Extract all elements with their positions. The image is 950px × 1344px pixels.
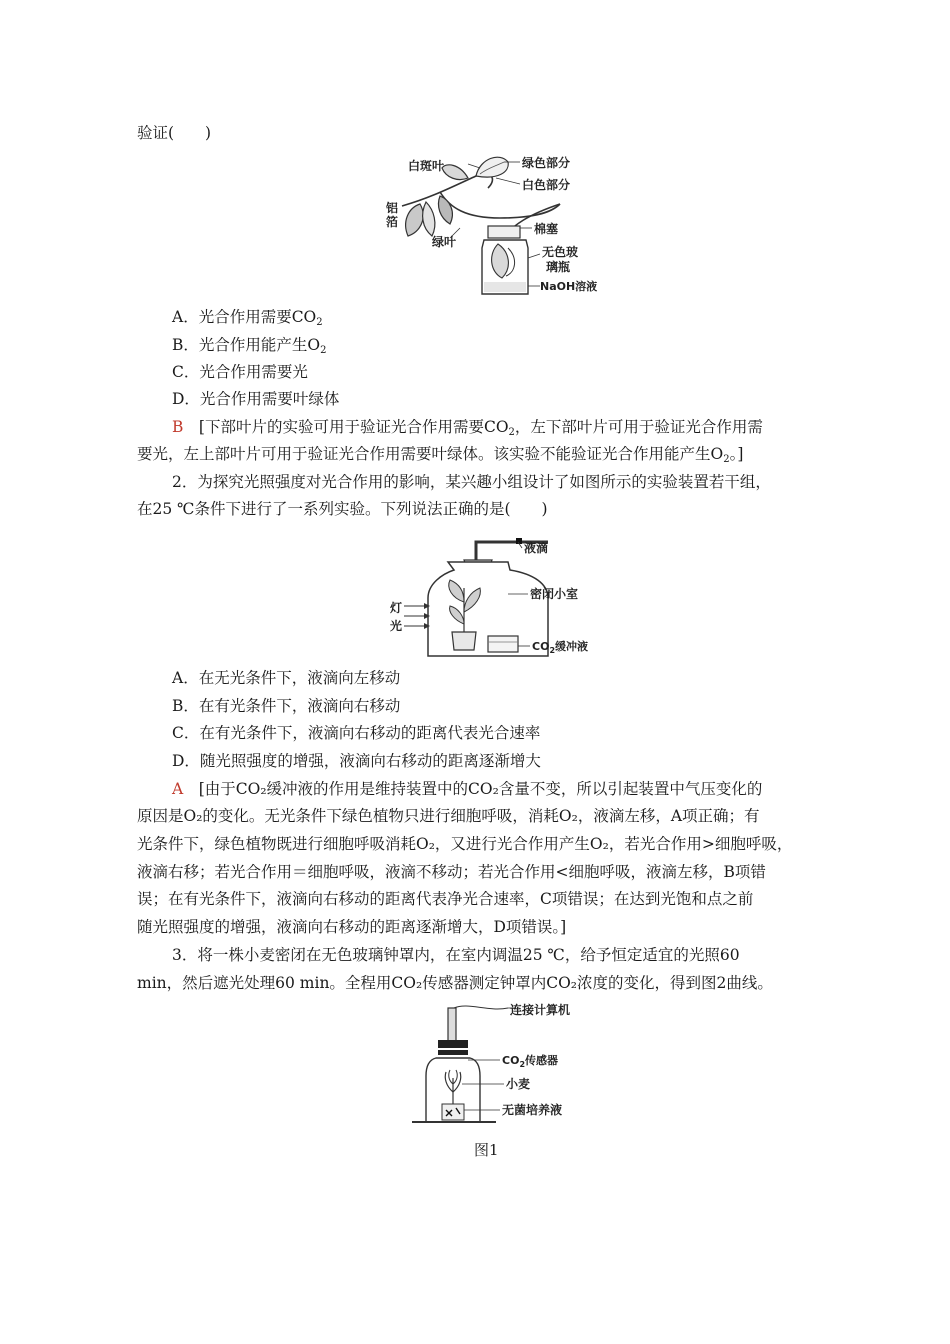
q1-stem-tail: 验证( ) bbox=[137, 124, 212, 142]
q2-explanation-line5: 误；在有光条件下，液滴向右移动的距离代表净光合速率，C项错误；在达到光饱和点之前 bbox=[137, 890, 754, 908]
q2-option-c: C．在有光条件下，液滴向右移动的距离代表光合速率 bbox=[172, 724, 541, 742]
q1-option-c: C．光合作用需要光 bbox=[172, 363, 308, 381]
q2-explanation-line4: 液滴右移；若光合作用＝细胞呼吸，液滴不移动；若光合作用<细胞呼吸，液滴左移，B项错 bbox=[137, 863, 766, 881]
q1-figure bbox=[380, 148, 620, 298]
label-medium: 无菌培养液 bbox=[502, 1103, 563, 1117]
q2-option-a: A．在无光条件下，液滴向左移动 bbox=[172, 669, 401, 687]
label-computer: 连接计算机 bbox=[510, 1003, 571, 1017]
q2-option-d: D．随光照强度的增强，液滴向右移动的距离逐渐增大 bbox=[172, 752, 541, 770]
label-green-part: 绿色部分 bbox=[522, 156, 571, 170]
q1-explanation-line1: B [下部叶片的实验可用于验证光合作用需要$CO_2$，左下部叶片可用于验证光合作用需 bbox=[172, 418, 763, 438]
label-light: 光 bbox=[390, 619, 403, 633]
q2-answer: A bbox=[172, 780, 184, 798]
q2-figure bbox=[388, 532, 608, 662]
q1-answer: B bbox=[172, 418, 184, 436]
label-naoh: NaOH溶液 bbox=[540, 280, 598, 293]
label-lamp: 灯 bbox=[390, 601, 403, 615]
q3-figure-caption: 图1 bbox=[474, 1141, 499, 1159]
q2-explanation-line6: 随光照强度的增强，液滴向右移动的距离逐渐增大，D项错误。] bbox=[137, 918, 567, 936]
label-foil-1: 铝 bbox=[386, 201, 399, 215]
q2-explanation-line2: 原因是O₂的变化。无光条件下绿色植物只进行细胞呼吸，消耗O₂，液滴左移，A项正确；有 bbox=[137, 807, 760, 825]
q1-explanation-line2: 要光，左上部叶片可用于验证光合作用需要叶绿体。该实验不能验证光合作用能产生$O_2$。] bbox=[137, 445, 744, 465]
label-chamber: 密闭小室 bbox=[530, 587, 579, 601]
q3-stem-line1: 3．将一株小麦密闭在无色玻璃钟罩内，在室内调温25 ℃，给予恒定适宜的光照60 bbox=[172, 946, 740, 964]
q1-option-a: A．光合作用需要$CO_2$ bbox=[172, 308, 323, 328]
label-glass-bottle-1: 无色玻 bbox=[542, 245, 579, 259]
label-foil-2: 箔 bbox=[386, 215, 399, 229]
q2-explanation-line3: 光条件下，绿色植物既进行细胞呼吸消耗O₂，又进行光合作用产生O₂，若光合作用>细胞呼吸， bbox=[137, 835, 793, 853]
label-white-spot-leaf: 白斑叶 bbox=[408, 159, 445, 173]
label-green-leaf: 绿叶 bbox=[432, 235, 457, 249]
label-wheat: 小麦 bbox=[506, 1077, 531, 1091]
q2-stem-line2: 在25 ℃条件下进行了一系列实验。下列说法正确的是( ) bbox=[137, 500, 548, 518]
label-buffer-co: $CO_2$缓冲液 bbox=[532, 640, 589, 655]
q2-option-b: B．在有光条件下，液滴向右移动 bbox=[172, 697, 401, 715]
q1-option-b: B．光合作用能产生$O_2$ bbox=[172, 336, 327, 356]
q1-option-d: D．光合作用需要叶绿体 bbox=[172, 390, 340, 408]
label-glass-bottle-2: 璃瓶 bbox=[546, 260, 571, 274]
q2-explanation-line1: A [由于CO₂缓冲液的作用是维持装置中的CO₂含量不变，所以引起装置中气压变化的 bbox=[172, 780, 763, 798]
label-white-part: 白色部分 bbox=[522, 178, 571, 192]
label-cotton-plug: 棉塞 bbox=[534, 222, 559, 236]
q3-figure-1 bbox=[408, 1000, 608, 1128]
label-droplet: 液滴 bbox=[524, 541, 549, 555]
q3-stem-line2: min，然后遮光处理60 min。全程用CO₂传感器测定钟罩内CO₂浓度的变化，得到图2曲线。 bbox=[137, 974, 773, 992]
label-sensor: $CO_2$传感器 bbox=[502, 1054, 559, 1069]
q2-stem-line1: 2．为探究光照强度对光合作用的影响，某兴趣小组设计了如图所示的实验装置若干组， bbox=[172, 473, 771, 491]
